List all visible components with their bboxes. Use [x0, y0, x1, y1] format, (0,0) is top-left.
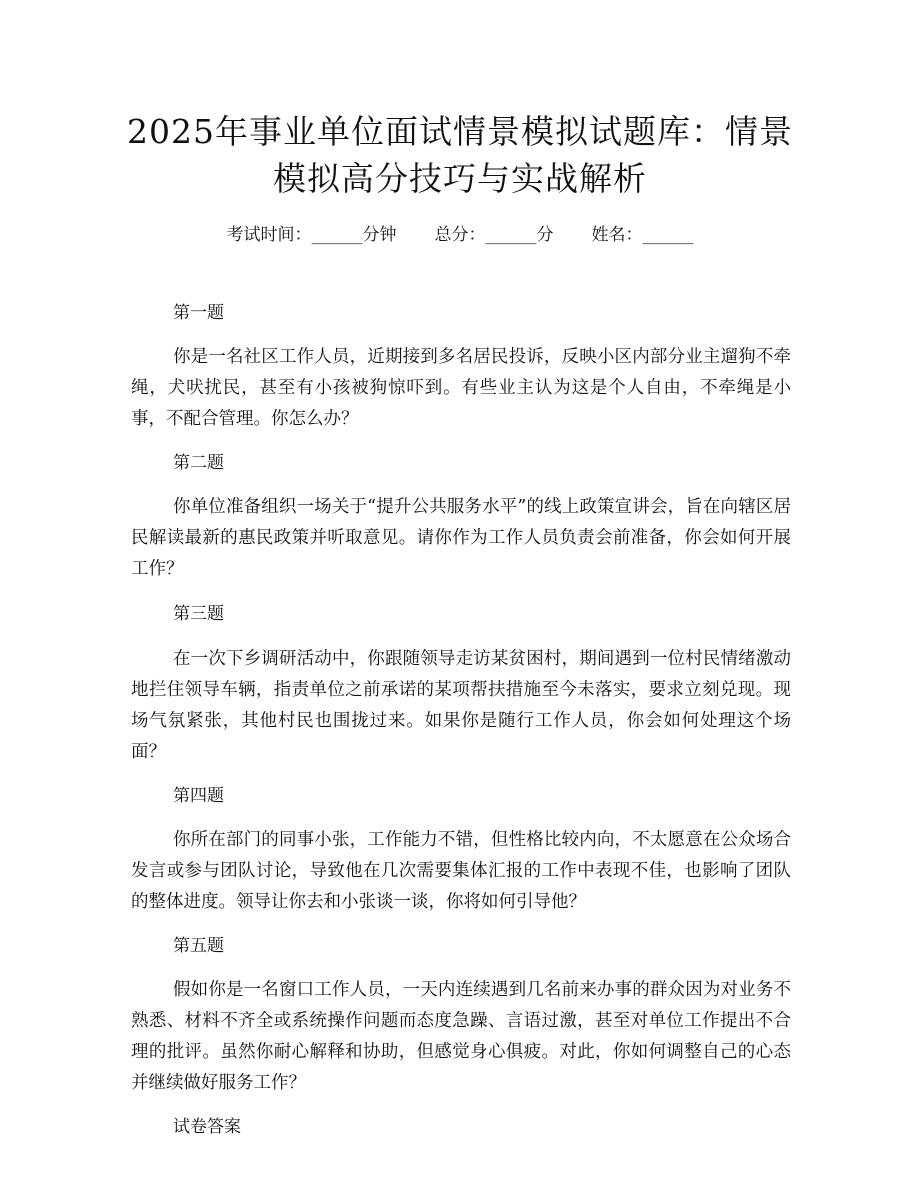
document-title: 2025年事业单位面试情景模拟试题库：情景模拟高分技巧与实战解析 [127, 112, 793, 198]
question-heading: 第三题 [173, 604, 224, 624]
question-heading: 第二题 [173, 453, 224, 473]
question-body: 在一次下乡调研活动中，你跟随领导走访某贫困村，期间遇到一位村民情绪激动地拦住领导车辆，指责单位之前承诺的某项帮扶措施至今未落实，要求立刻兑现。现场气氛紧张，其他村民也围拢过来。如果你是随行工作人员，你会如何处理这个场面？ [131, 649, 791, 762]
question-body: 假如你是一名窗口工作人员，一天内连续遇到几名前来办事的群众因为对业务不熟悉、材料不齐全或系统操作问题而态度急躁、言语过激，甚至对单位工作提出不合理的批评。虽然你耐心解释和协助，但感觉身心俱疲。对此，你如何调整自己的心态并继续做好服务工作？ [131, 980, 791, 1093]
question-list [131, 298, 791, 1143]
question-heading: 第五题 [173, 936, 224, 956]
name-field: 姓名：______ [591, 225, 694, 245]
total-score-field: 总分：______分 [434, 225, 554, 245]
answer-section-heading: 试卷答案 [173, 1117, 241, 1137]
question-body: 你所在部门的同事小张，工作能力不错，但性格比较内向，不太愿意在公众场合发言或参与团队讨论，导致他在几次需要集体汇报的工作中表现不佳，也影响了团队的整体进度。领导让你去和小张谈一谈，你将如何引导他？ [131, 830, 791, 912]
question-heading: 第四题 [173, 786, 224, 806]
exam-time-field: 考试时间：______分钟 [226, 225, 397, 245]
question-body: 你是一名社区工作人员，近期接到多名居民投诉，反映小区内部分业主遛狗不牵绳，犬吠扰民，甚至有小孩被狗惊吓到。有些业主认为这是个人自由，不牵绳是小事，不配合管理。你怎么办？ [131, 347, 791, 429]
question-heading: 第一题 [173, 303, 224, 323]
question-body: 你单位准备组织一场关于“提升公共服务水平”的线上政策宣讲会，旨在向辖区居民解读最新的惠民政策并听取意见。请你作为工作人员负责会前准备，你会如何开展工作？ [131, 497, 791, 579]
exam-info-line [0, 222, 920, 248]
